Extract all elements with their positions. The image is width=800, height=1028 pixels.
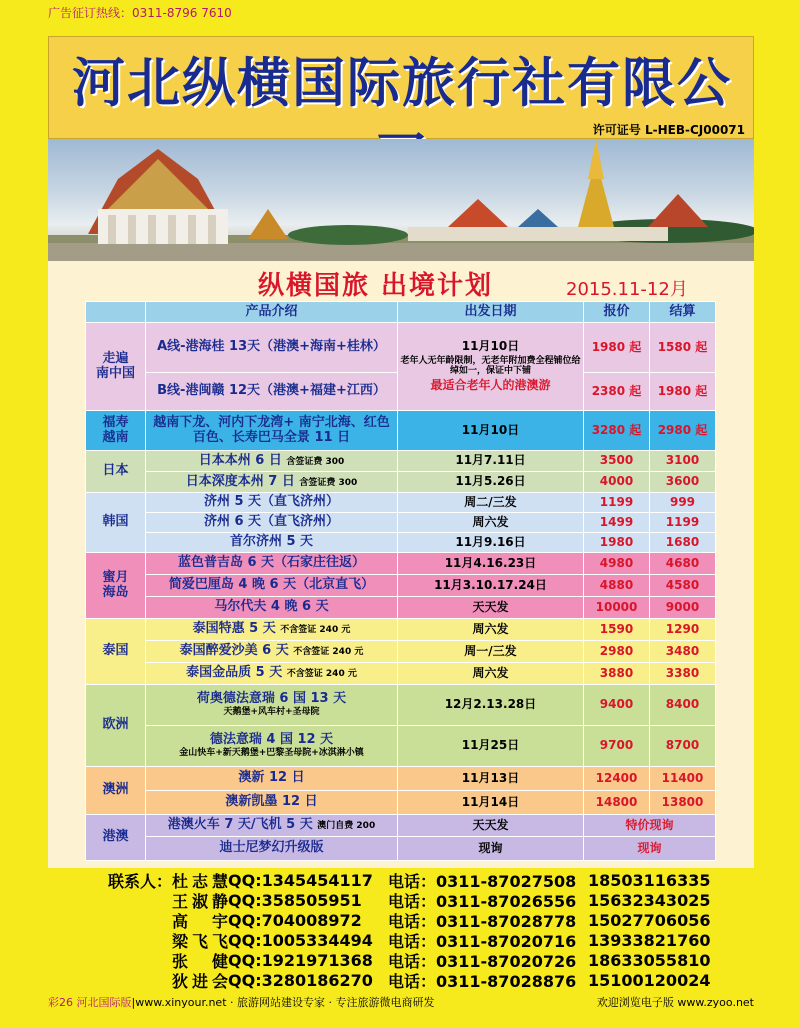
departure-date: 12月2.13.28日	[398, 685, 584, 726]
senior-highlight: 最适合老年人的港澳游	[430, 378, 551, 393]
temple-photo	[48, 139, 754, 261]
product-name: 蓝色普吉岛 6 天（石家庄往返）	[146, 553, 398, 575]
product-cell	[146, 472, 398, 493]
table-row	[86, 472, 716, 493]
special-price: 特价现询	[584, 815, 716, 837]
temple-illustration	[48, 139, 754, 261]
price: 14800	[584, 791, 650, 815]
departure-date: 11月10日	[398, 411, 584, 451]
table-row	[86, 533, 716, 553]
contact-name: 梁飞飞	[172, 931, 228, 951]
table-row	[86, 641, 716, 663]
departure-date: 11月13日	[398, 767, 584, 791]
price: 1980 起	[584, 323, 650, 373]
contact-name: 张健	[172, 951, 228, 971]
table-row	[86, 597, 716, 619]
contact-mobile: 18503116335	[588, 870, 711, 890]
contact-qq: QQ:358505951	[228, 890, 362, 910]
contact-mobile: 18633055810	[588, 950, 711, 970]
price: 4000	[584, 472, 650, 493]
product-name: 泰国特惠 5 天	[192, 621, 276, 637]
departure-date: 天天发	[398, 815, 584, 837]
price: 9700	[584, 726, 650, 767]
plan-title: 纵横国旅 出境计划	[258, 271, 494, 301]
product-name: 德法意瑞 4 国 12 天	[209, 732, 334, 748]
region-hk-macau: 港澳	[86, 815, 146, 861]
region-japan: 日本	[86, 451, 146, 493]
contact-phone: 电话：0311-87027508	[388, 871, 577, 891]
contact-row	[108, 890, 748, 910]
settle-price: 1980 起	[650, 373, 716, 411]
departure-date: 11月10日	[461, 338, 520, 353]
footer-left: 彩26 河北国际版|www.xinyour.net · 旅游网站建设专家 · 专注旅游微电商研发	[48, 996, 435, 1009]
product-name: 澳新 12 日	[146, 767, 398, 791]
settle-price: 999	[650, 493, 716, 513]
ad-hotline: 广告征订热线：0311-8796 7610	[48, 6, 232, 20]
product-sub: 天鹅堡+风车村+圣母院	[223, 707, 320, 718]
contact-mobile: 15100120024	[588, 970, 711, 990]
contact-name: 王淑静	[172, 891, 228, 911]
product-cell	[146, 663, 398, 685]
price: 3500	[584, 451, 650, 472]
contact-phone: 电话：0311-87028778	[388, 911, 577, 931]
table-row	[86, 575, 716, 597]
price: 12400	[584, 767, 650, 791]
settle-price: 8700	[650, 726, 716, 767]
price: 4980	[584, 553, 650, 575]
table-row	[86, 619, 716, 641]
product-sub: 金山快车+新天鹅堡+巴黎圣母院+冰淇淋小镇	[179, 748, 364, 759]
contact-row	[108, 930, 748, 950]
region-honeymoon-islands: 蜜月 海岛	[86, 553, 146, 619]
footer-page-number: 彩26	[48, 996, 73, 1009]
price: 2980	[584, 641, 650, 663]
special-price: 现询	[584, 837, 716, 861]
contact-phone: 电话：0311-87026556	[388, 891, 577, 911]
settle-price: 8400	[650, 685, 716, 726]
settle-price: 2980 起	[650, 411, 716, 451]
senior-note: 老年人无年龄限制，无老年附加费全程铺位给绰如一，保证中下铺	[400, 355, 581, 376]
contact-qq: QQ:1005334494	[228, 930, 373, 950]
price: 3280 起	[584, 411, 650, 451]
region-south-china: 走遍 南中国	[86, 323, 146, 411]
price: 1499	[584, 513, 650, 533]
product-cell	[146, 619, 398, 641]
table-row	[86, 726, 716, 767]
region-australia: 澳洲	[86, 767, 146, 815]
table-header-row	[86, 302, 716, 323]
product-extra: 澳门自费 200	[317, 821, 376, 832]
contact-row	[108, 950, 748, 970]
contact-phone: 电话：0311-87028876	[388, 971, 577, 991]
plan-content	[48, 261, 754, 868]
price: 1590	[584, 619, 650, 641]
product-name: 济州 6 天（直飞济州）	[146, 513, 398, 533]
settle-price: 9000	[650, 597, 716, 619]
departure-date: 11月4.16.23日	[398, 553, 584, 575]
contact-mobile: 15027706056	[588, 910, 711, 930]
contact-row	[108, 910, 748, 930]
departure-date: 11月14日	[398, 791, 584, 815]
contact-row	[108, 970, 748, 990]
settle-price: 4680	[650, 553, 716, 575]
product-cell	[146, 451, 398, 472]
contact-name: 高宇	[172, 911, 228, 931]
contact-mobile: 13933821760	[588, 930, 711, 950]
table-row	[86, 553, 716, 575]
settle-price: 3100	[650, 451, 716, 472]
product-name: 泰国金品质 5 天	[186, 665, 283, 681]
header-price: 报价	[584, 302, 650, 323]
settle-price: 1680	[650, 533, 716, 553]
product-name: 首尔济州 5 天	[146, 533, 398, 553]
contacts-label: 联系人：	[108, 871, 173, 891]
product-cell	[146, 641, 398, 663]
product-cell	[146, 815, 398, 837]
settle-price: 3380	[650, 663, 716, 685]
table-row	[86, 791, 716, 815]
settle-price: 3600	[650, 472, 716, 493]
price: 3880	[584, 663, 650, 685]
product-name: 日本深度本州 7 日	[185, 473, 295, 489]
contact-qq: QQ:704008972	[228, 910, 362, 930]
contact-qq: QQ:1921971368	[228, 950, 373, 970]
table-row	[86, 411, 716, 451]
product-name: 马尔代夫 4 晚 6 天	[146, 597, 398, 619]
product-name: 港澳火车 7 天/飞机 5 天	[167, 817, 313, 833]
contact-row	[108, 870, 748, 890]
region-thailand: 泰国	[86, 619, 146, 685]
region-europe: 欧洲	[86, 685, 146, 767]
contact-mobile: 15632343025	[588, 890, 711, 910]
product-name: 越南下龙、河内下龙湾+ 南宁北海、红色百色、长寿巴马全景 11 日	[146, 411, 398, 451]
table-row	[86, 815, 716, 837]
departure-date: 周六发	[398, 619, 584, 641]
header-banner	[48, 36, 754, 139]
settle-price: 13800	[650, 791, 716, 815]
price: 1980	[584, 533, 650, 553]
table-row	[86, 323, 716, 373]
contact-phone: 电话：0311-87020716	[388, 931, 577, 951]
product-name: 济州 5 天（直飞济州）	[146, 493, 398, 513]
product-cell	[146, 685, 398, 726]
contact-phone: 电话：0311-87020726	[388, 951, 577, 971]
table-row	[86, 767, 716, 791]
footer-section: 河北国际版	[76, 996, 132, 1009]
contact-qq: QQ:1345454117	[228, 870, 373, 890]
contact-name: 杜志慧	[172, 871, 228, 891]
settle-price: 11400	[650, 767, 716, 791]
departure-date: 周六发	[398, 663, 584, 685]
table-row	[86, 837, 716, 861]
departure-date: 现询	[398, 837, 584, 861]
product-extra: 含签证费 300	[286, 456, 345, 467]
table-row	[86, 663, 716, 685]
contact-name: 狄进会	[172, 971, 228, 991]
settle-price: 1199	[650, 513, 716, 533]
plan-date: 2015.11-12月	[566, 279, 688, 300]
price: 9400	[584, 685, 650, 726]
product-cell	[146, 726, 398, 767]
departure-date: 周一/三发	[398, 641, 584, 663]
header-settle: 结算	[650, 302, 716, 323]
region-korea: 韩国	[86, 493, 146, 553]
header-product: 产品介绍	[146, 302, 398, 323]
contacts-list	[108, 870, 748, 990]
product-name: A线-港海桂 13天（港澳+海南+桂林）	[146, 323, 398, 373]
departure-date: 11月7.11日	[398, 451, 584, 472]
product-extra: 不含签证 240 元	[293, 647, 364, 658]
product-extra: 不含签证 240 元	[286, 669, 357, 680]
product-name: B线-港闽赣 12天（港澳+福建+江西）	[146, 373, 398, 411]
departure-date: 天天发	[398, 597, 584, 619]
settle-price: 1290	[650, 619, 716, 641]
license-number: 许可证号 L-HEB-CJ00071	[592, 123, 745, 137]
product-extra: 不含签证 240 元	[280, 625, 351, 636]
table-row	[86, 685, 716, 726]
product-name: 荷奥德法意瑞 6 国 13 天	[196, 691, 347, 707]
footer-right: 欢迎浏览电子版 www.zyoo.net	[596, 996, 754, 1009]
product-name: 日本本州 6 日	[198, 452, 282, 468]
price: 4880	[584, 575, 650, 597]
settle-price: 1580 起	[650, 323, 716, 373]
departure-date: 11月5.26日	[398, 472, 584, 493]
product-name: 迪士尼梦幻升级版	[146, 837, 398, 861]
departure-date: 11月9.16日	[398, 533, 584, 553]
departure-date: 周六发	[398, 513, 584, 533]
product-name: 澳新凯墨 12 日	[146, 791, 398, 815]
departure-date: 11月3.10.17.24日	[398, 575, 584, 597]
departure-cell	[398, 323, 584, 411]
footer-website-text: www.xinyour.net · 旅游网站建设专家 · 专注旅游微电商研发	[135, 996, 435, 1009]
product-extra: 含签证费 300	[299, 477, 358, 488]
company-name: 河北纵横国际旅行社有限公	[72, 52, 732, 114]
table-row	[86, 493, 716, 513]
price: 10000	[584, 597, 650, 619]
product-name: 简爱巴厘岛 4 晚 6 天（北京直飞）	[146, 575, 398, 597]
price: 1199	[584, 493, 650, 513]
settle-price: 3480	[650, 641, 716, 663]
table-row	[86, 451, 716, 472]
departure-date: 周二/三发	[398, 493, 584, 513]
settle-price: 4580	[650, 575, 716, 597]
product-name: 泰国醉爱沙美 6 天	[179, 643, 289, 659]
tour-plan-table	[85, 301, 716, 861]
region-vietnam: 福寿 越南	[86, 411, 146, 451]
contact-qq: QQ:3280186270	[228, 970, 373, 990]
header-date: 出发日期	[398, 302, 584, 323]
departure-date: 11月25日	[398, 726, 584, 767]
table-row	[86, 513, 716, 533]
price: 2380 起	[584, 373, 650, 411]
